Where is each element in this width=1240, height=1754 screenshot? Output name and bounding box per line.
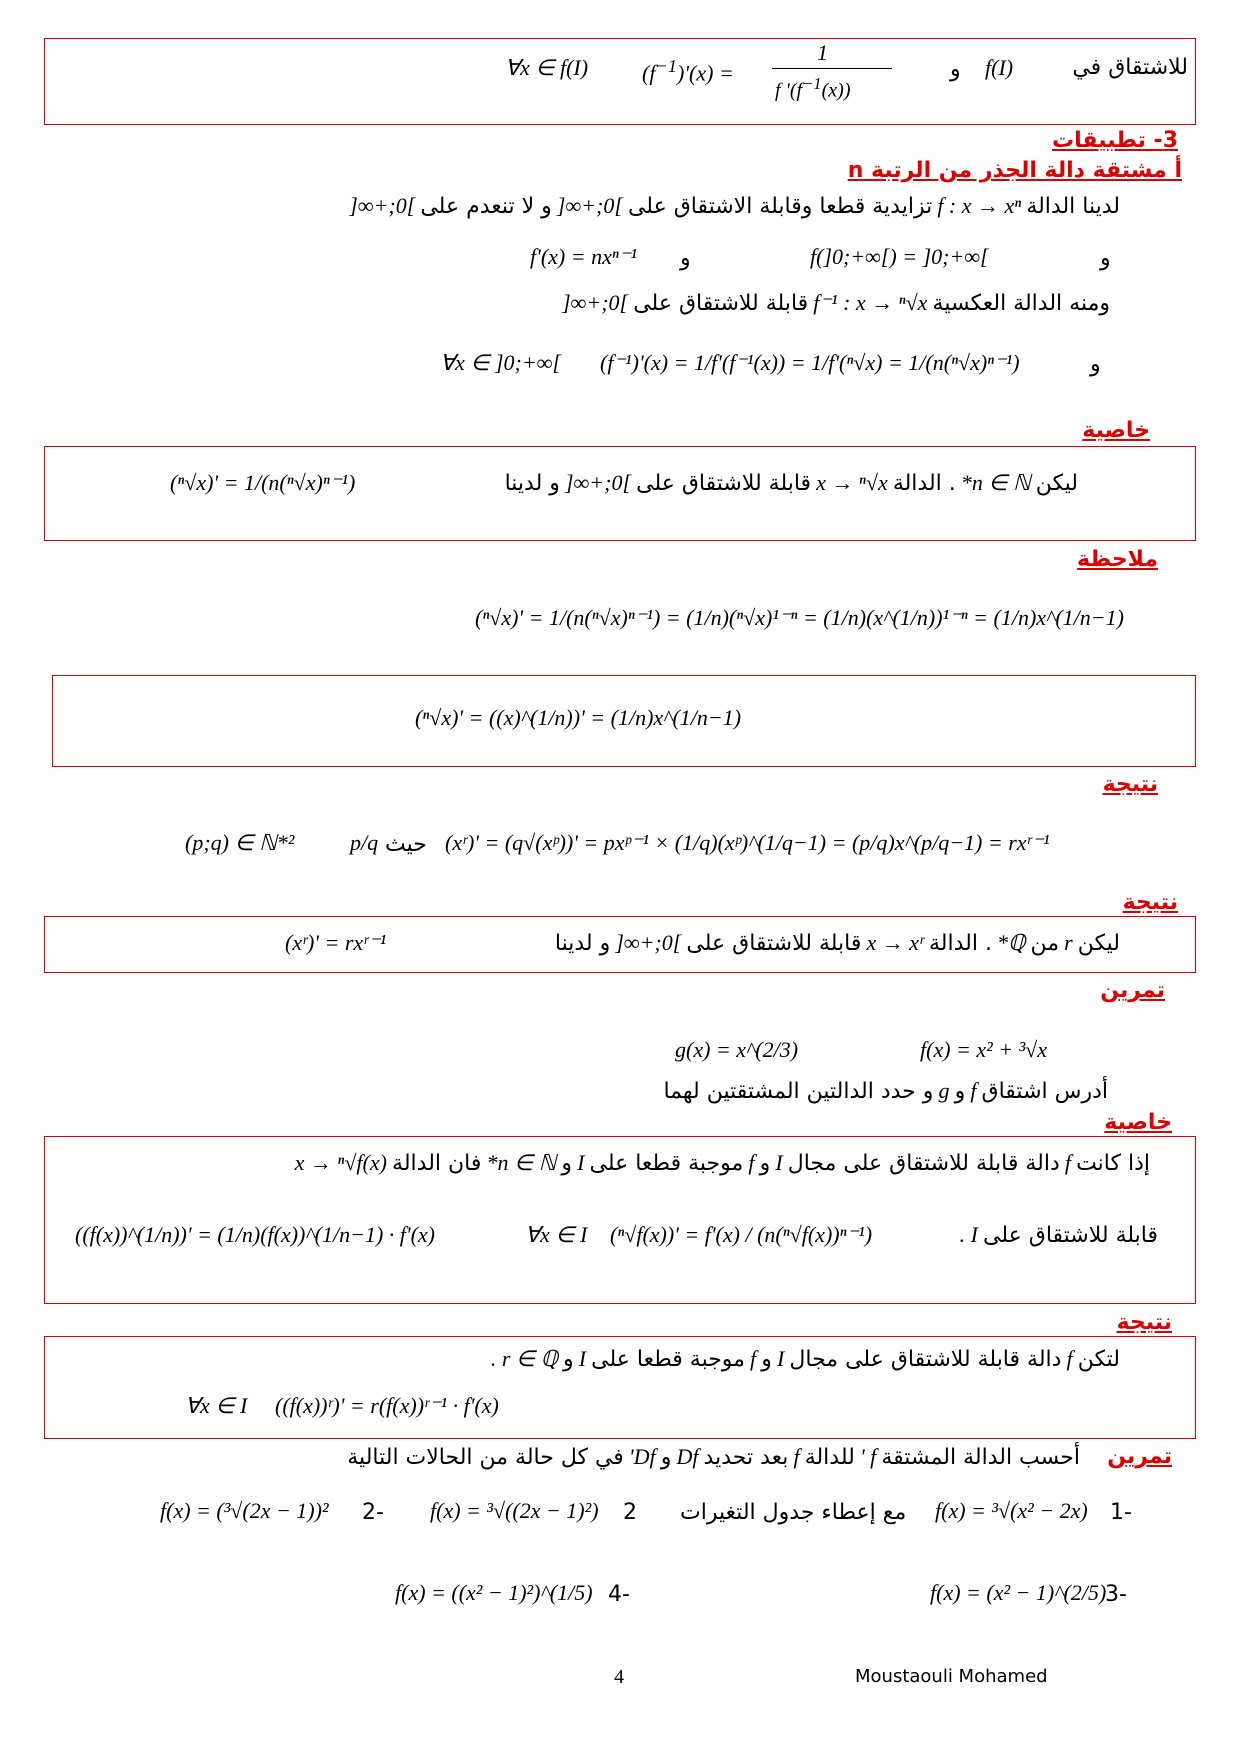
heading-property1: خاصية: [1082, 418, 1150, 443]
author-name: Moustaouli Mohamed: [855, 1666, 1048, 1687]
result1-domain: (p;q) ∈ ℕ*²: [185, 830, 295, 855]
section-a-line2-formula2: f'(x) = nxⁿ⁻¹: [530, 244, 637, 269]
exercise2-item2-num: 2: [623, 1500, 637, 1525]
top-box-text: للاشتقاق في: [1072, 55, 1188, 80]
exercise2-item4-num: -4: [608, 1582, 630, 1607]
result3-formula: ((f(x))ʳ)' = r(f(x))ʳ⁻¹ · f'(x): [275, 1393, 499, 1418]
fraction-numerator: 1: [817, 40, 828, 65]
section-a-line4-and: و: [1090, 352, 1101, 377]
property1-formula: (ⁿ√x)' = 1/(n(ⁿ√x)ⁿ⁻¹): [170, 470, 356, 495]
exercise2-item2b-num: -2: [362, 1500, 384, 1525]
section-a-line3: ومنه الدالة العكسية f⁻¹ : x → ⁿ√x قابلة للاشتقاق على ]0;+∞[: [562, 290, 1110, 316]
exercise1-f: f(x) = x² + ³√x: [920, 1037, 1048, 1062]
section-a-line2-and2: و: [680, 246, 691, 271]
section-a-line4-domain: ∀x ∈ ]0;+∞[: [440, 350, 561, 375]
result1-text: حيث: [385, 832, 427, 857]
result2-text: ليكن r من ℚ* . الدالة x → xʳ قابلة للاشتقاق على ]0;+∞[ و لدينا: [554, 930, 1120, 956]
top-box-fI: f(I): [985, 55, 1014, 80]
result1-r: p/q: [350, 830, 379, 855]
result3-line1: لتكن f دالة قابلة للاشتقاق على مجال I و f موجبة قطعا على I و r ∈ ℚ .: [490, 1346, 1120, 1372]
heading-exercise2: تمرين: [1107, 1444, 1172, 1469]
property2-domain: ∀x ∈ I: [525, 1222, 588, 1247]
exercise2-intro: أحسب الدالة المشتقة f ' للدالة f بعد تحديد Df و Df' في كل حالة من الحالات التالية: [347, 1444, 1080, 1470]
remark-box-formula: (ⁿ√x)' = ((x)^(1/n))' = (1/n)x^(1/n−1): [415, 705, 742, 730]
property2-formula1: (ⁿ√f(x))' = f'(x) / (n(ⁿ√f(x))ⁿ⁻¹): [610, 1222, 873, 1247]
heading-result3: نتيجة: [1116, 1310, 1172, 1335]
heading-applications: 3- تطبيقات: [1052, 128, 1178, 153]
exercise1-g: g(x) = x^(2/3): [675, 1037, 799, 1062]
top-box-formula: $(f^{-1})'(x)$ = 1 f '$(f^{-1}(x))$: [642, 40, 902, 118]
section-a-line1: لدينا الدالة f : x → xⁿ تزايدية قطعا وقابلة الاشتقاق على ]0;+∞[ و لا تنعدم على ]0;+∞[: [349, 193, 1120, 219]
section-a-line2-and: و: [1100, 246, 1111, 271]
heading-nth-root: أ مشتقة دالة الجذر من الرتبة n: [847, 158, 1182, 183]
top-box: [44, 38, 1196, 125]
property2-line1: إذا كانت f دالة قابلة للاشتقاق على مجال I و f موجبة قطعا على I و n ∈ ℕ* فان الدالة x → ⁿ√f(x): [294, 1150, 1150, 1176]
remark-formula: (ⁿ√x)' = 1/(n(ⁿ√x)ⁿ⁻¹) = (1/n)(ⁿ√x)¹⁻ⁿ = (1/n)(x^(1/n))¹⁻ⁿ = (1/n)x^(1/n−1): [475, 605, 1124, 630]
section-a-line4-formula: (f⁻¹)'(x) = 1/f'(f⁻¹(x)) = 1/f'(ⁿ√x) = 1/(n(ⁿ√x)ⁿ⁻¹): [600, 350, 1020, 375]
heading-result2: نتيجة: [1122, 890, 1178, 915]
exercise1-text: أدرس اشتقاق f و g و حدد الدالتين المشتقتين لهما: [663, 1078, 1108, 1104]
section-a-line2-formula1: f(]0;+∞[) = ]0;+∞[: [810, 244, 989, 269]
exercise2-item2: f(x) = ³√((2x − 1)²): [430, 1498, 599, 1523]
top-box-domain: ∀x ∈ f(I): [505, 55, 589, 80]
exercise2-item4: f(x) = ((x² − 1)²)^(1/5): [395, 1580, 593, 1605]
exercise2-item3: f(x) = (x² − 1)^(2/5): [930, 1580, 1107, 1605]
result1-formula: (xʳ)' = (q√(xᵖ))' = pxᵖ⁻¹ × (1/q)(xᵖ)^(1/q−1) = (p/q)x^(p/q−1) = rxʳ⁻¹: [445, 830, 1050, 855]
top-box-and: و: [950, 57, 961, 82]
exercise2-item2b: f(x) = (³√(2x − 1))²: [160, 1498, 329, 1523]
exercise2-item1-note: مع إعطاء جدول التغيرات: [680, 1500, 907, 1525]
property1-text: ليكن n ∈ ℕ* . الدالة x → ⁿ√x قابلة للاشتقاق على ]0;+∞[ و لدينا: [504, 470, 1078, 496]
property2-line2: قابلة للاشتقاق على I .: [959, 1222, 1158, 1248]
heading-exercise1: تمرين: [1100, 978, 1165, 1003]
heading-result1: نتيجة: [1102, 772, 1158, 797]
exercise2-item3-num: -3: [1105, 1582, 1127, 1607]
page-number: 4: [614, 1666, 624, 1688]
property2-formula2: ((f(x))^(1/n))' = (1/n)(f(x))^(1/n−1) · f'(x): [75, 1222, 436, 1247]
heading-property2: خاصية: [1104, 1110, 1172, 1135]
exercise2-item1-num: -1: [1110, 1500, 1132, 1525]
result2-formula: (xʳ)' = rxʳ⁻¹: [285, 930, 387, 955]
heading-remark: ملاحظة: [1077, 547, 1158, 572]
exercise2-item1: f(x) = ³√(x² − 2x): [935, 1498, 1088, 1523]
result3-domain: ∀x ∈ I: [185, 1393, 248, 1418]
